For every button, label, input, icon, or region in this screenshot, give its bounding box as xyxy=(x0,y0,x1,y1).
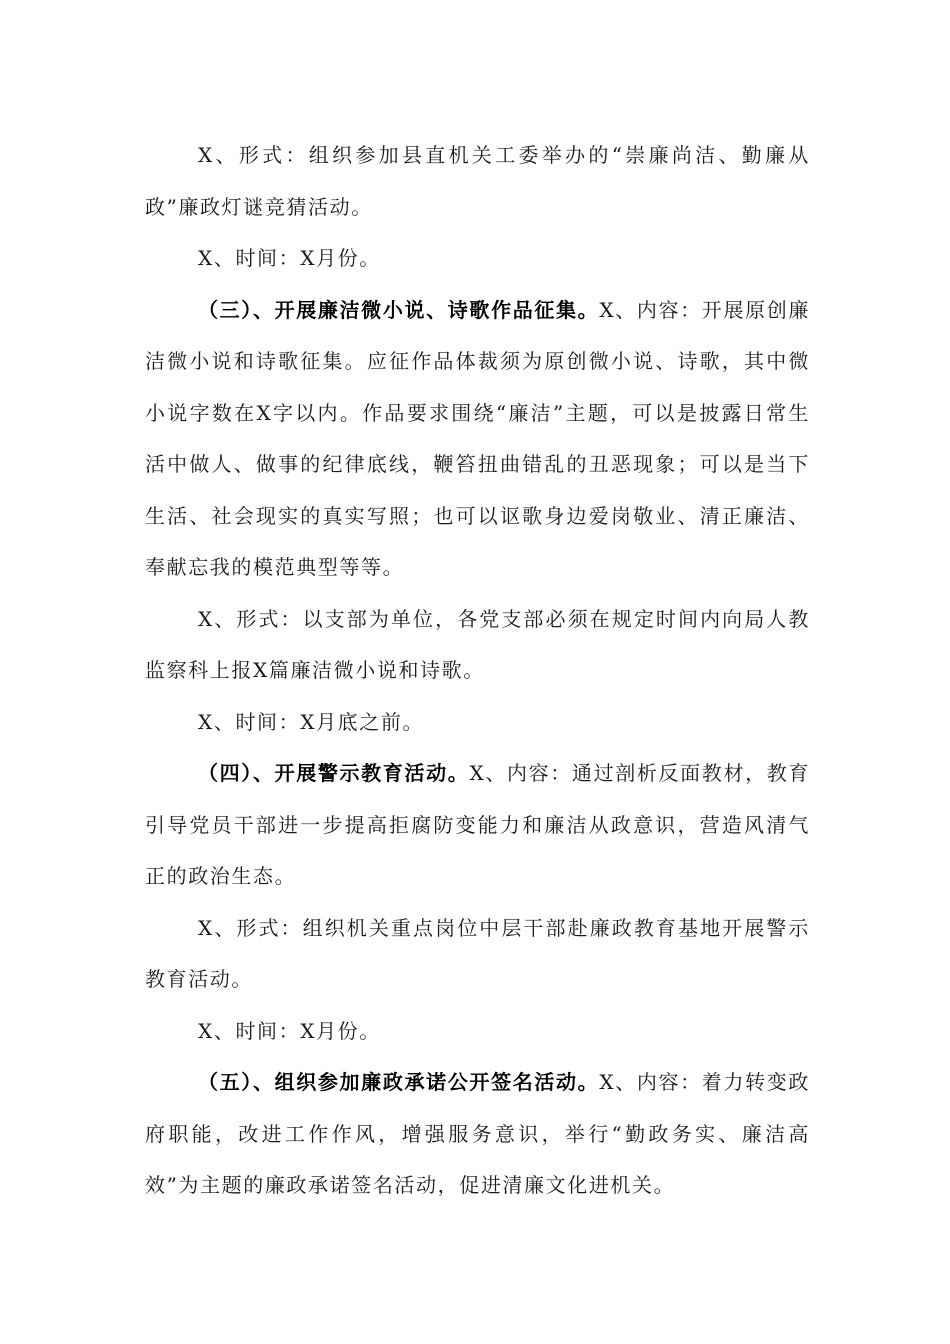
paragraph-form-submission xyxy=(145,594,810,697)
paragraph-form-warning-education xyxy=(145,903,810,1006)
section-heading-five: （五）、组织参加廉政承诺公开签名活动。 xyxy=(198,1070,600,1094)
paragraph-section-five xyxy=(145,1057,810,1212)
document-body xyxy=(145,130,810,1212)
paragraph-time-deadline xyxy=(145,697,810,749)
paragraph-text: X、内容：着力转变政府职能，改进工作作风，增强服务意识，举行“勤政务实、廉洁高效”为主题的廉政承诺签名活动，促进清廉文化进机关。 xyxy=(145,1070,810,1197)
paragraph-text: X、时间：X月底之前。 xyxy=(198,709,425,734)
section-heading-four: （四）、开展警示教育活动。 xyxy=(198,761,470,785)
paragraph-section-three xyxy=(145,285,810,594)
paragraph-section-four xyxy=(145,748,810,903)
section-heading-three: （三）、开展廉洁微小说、诗歌作品征集。 xyxy=(198,297,600,322)
paragraph-text: X、时间：X月份。 xyxy=(198,246,381,270)
paragraph-text: X、时间：X月份。 xyxy=(198,1018,381,1043)
paragraph-form-lantern-riddle xyxy=(145,130,810,233)
paragraph-text: X、形式：组织参加县直机关工委举办的“崇廉尚洁、勤廉从政”廉政灯谜竞猜活动。 xyxy=(145,143,810,219)
paragraph-time-month-2 xyxy=(145,1006,810,1058)
paragraph-text: X、内容：通过剖析反面教材，教育引导党员干部进一步提高拒腐防变能力和廉洁从政意识，营造风清气正的政治生态。 xyxy=(145,761,810,888)
paragraph-time-month xyxy=(145,233,810,285)
paragraph-text: X、形式：以支部为单位，各党支部必须在规定时间内向局人教监察科上报X篇廉洁微小说和诗歌。 xyxy=(145,606,810,682)
paragraph-text: X、形式：组织机关重点岗位中层干部赴廉政教育基地开展警示教育活动。 xyxy=(145,915,810,991)
paragraph-text: X、内容：开展原创廉洁微小说和诗歌征集。应征作品体裁须为原创微小说、诗歌，其中微小说字数在X字以内。作品要求围绕“廉洁”主题，可以是披露日常生活中做人、做事的纪律底线，鞭笞扭曲错乱的丑恶现象；可以是当下生活、社会现实的真实写照；也可以讴歌身边爱岗敬业、清正廉洁、奉献忘我的模范典型等等。 xyxy=(145,297,810,579)
